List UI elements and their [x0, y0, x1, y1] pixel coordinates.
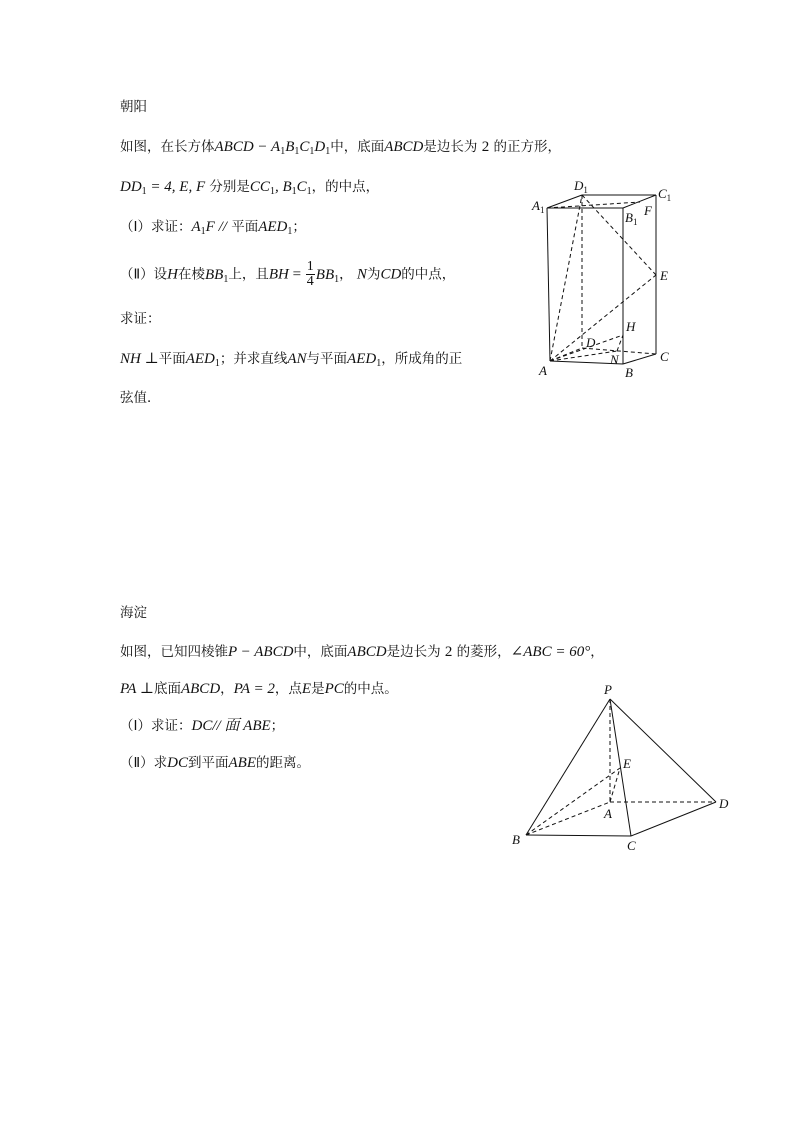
- fig1-label-e: E: [660, 268, 668, 283]
- line-a-n: [550, 351, 617, 361]
- edge-p-d: [610, 699, 716, 802]
- fig2-label-a: A: [604, 806, 612, 821]
- hidden-b-a: [526, 802, 610, 835]
- fig2-label-e: E: [623, 756, 631, 771]
- fig1-label-d: D: [586, 335, 596, 350]
- section1-line1: 如图，在长方体ABCD − $A_1B_1C_1D_1$中，底面ABCD是边长为 2 的正方形，: [120, 139, 561, 157]
- line-a-e: [550, 275, 656, 361]
- fig1-label-c1: $C_1$: [658, 186, 672, 203]
- section2-part2: （Ⅱ）求DC到平面ABE的距离。: [120, 755, 310, 771]
- section1-line-final: 弦值．: [120, 390, 161, 406]
- fig2-label-p: P: [604, 682, 612, 697]
- section1-line2: $DD_1 = 4$, E, F 分别是$CC_1$, $B_1C_1$，的中点，: [120, 179, 380, 197]
- figure1-box: [530, 178, 700, 378]
- fig1-label-f: F: [644, 203, 652, 218]
- fig1-label-c: C: [660, 349, 669, 364]
- edge-b-c: [526, 835, 631, 836]
- line-n-h: [617, 335, 623, 351]
- figure2-pyramid: [508, 682, 748, 852]
- fig2-label-d: D: [719, 796, 729, 811]
- edge-c-d: [631, 802, 716, 836]
- label-subscript: 1: [666, 193, 672, 203]
- line-a-d1: [550, 195, 582, 361]
- edge-p-b: [526, 699, 610, 835]
- section2-part1: （Ⅰ）求证：DC// 面 ABE；: [120, 718, 285, 734]
- fig1-label-h: H: [626, 319, 636, 334]
- fig2-label-c: C: [627, 838, 636, 853]
- edge-b-c: [623, 354, 656, 364]
- section1-part1: （Ⅰ）求证：$A_1F$ // 平面$AED_1$；: [120, 219, 306, 237]
- fig1-label-b1: $B_1$: [625, 210, 638, 227]
- fig1-label-d1: $D_1$: [574, 178, 588, 195]
- fig1-label-a: A: [539, 363, 547, 378]
- edge-a1-a: [547, 208, 550, 361]
- fig2-label-b: B: [512, 832, 520, 847]
- section1-prove: 求证：: [120, 311, 161, 327]
- label-subscript: 1: [632, 217, 638, 227]
- section1-heading: 朝阳: [120, 99, 147, 115]
- fig1-label-n: N: [610, 352, 619, 367]
- label-subscript: 1: [583, 185, 588, 195]
- section1-part2: （Ⅱ）设H在棱$BB_1$上，且BH = $\frac{1}{4}$ $BB_1$， N为CD的中点，: [120, 259, 456, 289]
- section2-line2: PA ⊥底面ABCD，PA = 2，点E是PC的中点。: [120, 681, 398, 697]
- section1-line-last: NH ⊥平面$AED_1$；并求直线AN与平面$AED_1$，所成角的正: [120, 351, 463, 369]
- line-b-e: [526, 768, 620, 835]
- label-subscript: 1: [539, 205, 545, 215]
- section2-heading: 海淀: [120, 605, 147, 621]
- fig1-label-a1: $A_1$: [532, 198, 545, 215]
- line-a-e: [610, 768, 620, 802]
- section2-line1: 如图，已知四棱锥P − ABCD中，底面ABCD是边长为 2 的菱形，∠ABC = 60°，: [120, 644, 604, 660]
- fig1-label-b: B: [625, 365, 633, 380]
